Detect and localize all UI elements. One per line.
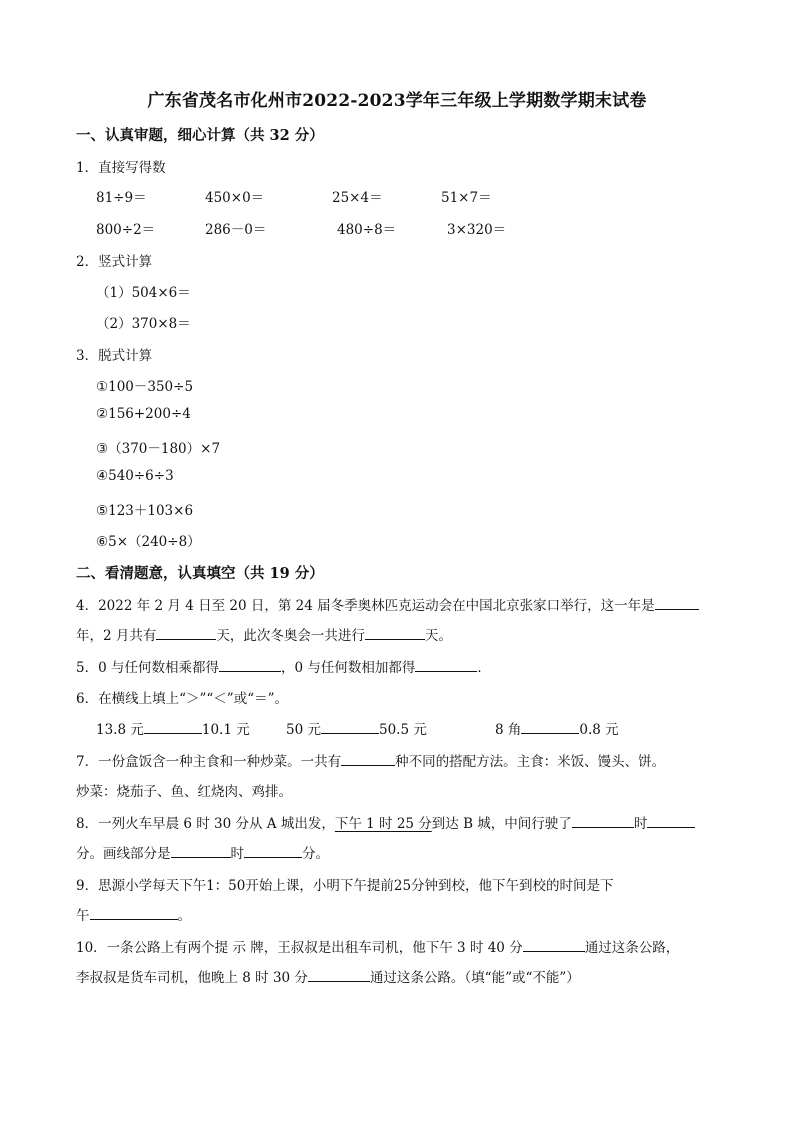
q6-pair <box>96 718 250 738</box>
q8-answer-blank[interactable] <box>244 843 302 858</box>
q1-item: 3×320＝ <box>447 222 507 238</box>
q6-label: 6．在横线上填上“＞”“＜”或“＝”。 <box>76 691 288 707</box>
q10-line-2 <box>76 966 580 986</box>
q5-answer-blank[interactable] <box>219 657 281 672</box>
q7-text: 7．一份盒饭含一种主食和一种炒菜。一共有 <box>76 754 342 770</box>
q4-answer-blank[interactable] <box>156 625 216 640</box>
q3-item: ②156+200÷4 <box>96 406 191 422</box>
q3-item: ①100－350÷5 <box>96 379 194 395</box>
q8-line-1 <box>76 812 695 832</box>
q5-text: ，0 与任何数相加都得 <box>280 660 416 676</box>
q8-answer-blank[interactable] <box>647 813 695 828</box>
q4-text: 天。 <box>424 628 452 644</box>
q4-line-2 <box>76 624 452 644</box>
q1-item: 286－0＝ <box>205 222 267 238</box>
q4-text: 天，此次冬奥会一共进行 <box>216 628 365 644</box>
q10-line-1 <box>76 936 679 956</box>
q1-item: 81÷9＝ <box>96 190 147 206</box>
q6-pair <box>495 718 619 738</box>
q1-label: 1．直接写得数 <box>76 160 166 176</box>
section-1-heading: 一、认真审题，细心计算（共 32 分） <box>76 127 324 144</box>
q8-text: 到达 B 城，中间行驶了 <box>431 816 572 832</box>
q6-left: 50 元 <box>286 722 321 738</box>
q6-left: 8 角 <box>495 722 522 738</box>
q9-line-2 <box>76 904 191 924</box>
q6-answer-blank[interactable] <box>321 719 379 734</box>
q6-right: 50.5 元 <box>378 722 427 738</box>
q4-answer-blank[interactable] <box>365 625 425 640</box>
q6-right: 10.1 元 <box>201 722 250 738</box>
q3-item: ③（370－180）×7 <box>96 441 221 457</box>
q3-item: ⑤123＋103×6 <box>96 503 194 519</box>
q5-line <box>76 656 491 676</box>
q6-left: 13.8 元 <box>96 722 144 738</box>
q5-text: ． <box>477 660 491 676</box>
q3-item: ④540÷6÷3 <box>96 468 174 484</box>
q2-item: （2）370×8＝ <box>96 316 191 332</box>
q9-text: 午 <box>76 908 90 924</box>
q10-text: 李叔叔是货车司机，他晚上 8 时 30 分 <box>76 970 308 986</box>
q4-line-1 <box>76 594 699 614</box>
q1-item: 450×0＝ <box>205 190 265 206</box>
q6-right: 0.8 元 <box>579 722 619 738</box>
q1-item: 480÷8＝ <box>337 222 397 238</box>
q2-label: 2．竖式计算 <box>76 254 153 270</box>
q6-answer-blank[interactable] <box>144 719 202 734</box>
q7-text: 种不同的搭配方法。主食：米饭、馒头、饼。 <box>395 754 666 770</box>
q10-answer-blank[interactable] <box>308 967 370 982</box>
q6-answer-blank[interactable] <box>521 719 579 734</box>
q8-answer-blank[interactable] <box>572 813 634 828</box>
q4-text: 年，2 月共有 <box>76 628 157 644</box>
q9-answer-blank[interactable] <box>90 905 178 920</box>
section-2-heading: 二、看清题意，认真填空（共 19 分） <box>76 565 324 582</box>
q1-item: 25×4＝ <box>332 190 383 206</box>
q8-text: 时 <box>230 846 244 862</box>
q2-item: （1）504×6＝ <box>96 285 191 301</box>
q10-text: 10．一条公路上有两个提 示 牌，王叔叔是出租车司机，他下午 3 时 40 分 <box>76 940 523 956</box>
q1-item: 800÷2＝ <box>96 222 156 238</box>
q10-text: 通过这条公路， <box>584 940 680 956</box>
q5-text: 5．0 与任何数相乘都得 <box>76 660 219 676</box>
q6-pair <box>286 718 427 738</box>
q3-label: 3．脱式计算 <box>76 348 153 364</box>
q9-line-1: 9．思源小学每天下午1：50开始上课，小明下午提前25分钟到校，他下午到校的时间是下 <box>76 878 614 894</box>
q8-text: 分。画线部分是 <box>76 846 171 862</box>
q8-underlined-time: 下午 1 时 25 分 <box>334 816 432 832</box>
q7-line-1 <box>76 750 665 770</box>
q4-answer-blank[interactable] <box>655 595 699 610</box>
q10-text: 通过这条公路。（填“能”或“不能”） <box>369 970 580 986</box>
q10-answer-blank[interactable] <box>523 937 585 952</box>
q7-answer-blank[interactable] <box>341 751 395 766</box>
q7-line-2: 炒菜：烧茄子、鱼、红烧肉、鸡排。 <box>76 784 292 800</box>
q9-text: 。 <box>177 908 191 924</box>
q5-answer-blank[interactable] <box>415 657 477 672</box>
q4-text: 4．2022 年 2 月 4 日至 20 日，第 24 届冬季奥林匹克运动会在中国北京张家口举行，这一年是 <box>76 598 655 614</box>
q8-text: 分。 <box>302 846 329 862</box>
q8-text: 时 <box>633 816 648 832</box>
q8-answer-blank[interactable] <box>171 843 231 858</box>
q1-item: 51×7＝ <box>441 190 492 206</box>
q8-text: 8．一列火车早晨 6 时 30 分从 A 城出发， <box>76 816 335 832</box>
page-title: 广东省茂名市化州市2022-2023学年三年级上学期数学期末试卷 <box>147 91 647 111</box>
q3-item: ⑥5×（240÷8） <box>96 534 201 550</box>
q8-line-2 <box>76 842 329 862</box>
